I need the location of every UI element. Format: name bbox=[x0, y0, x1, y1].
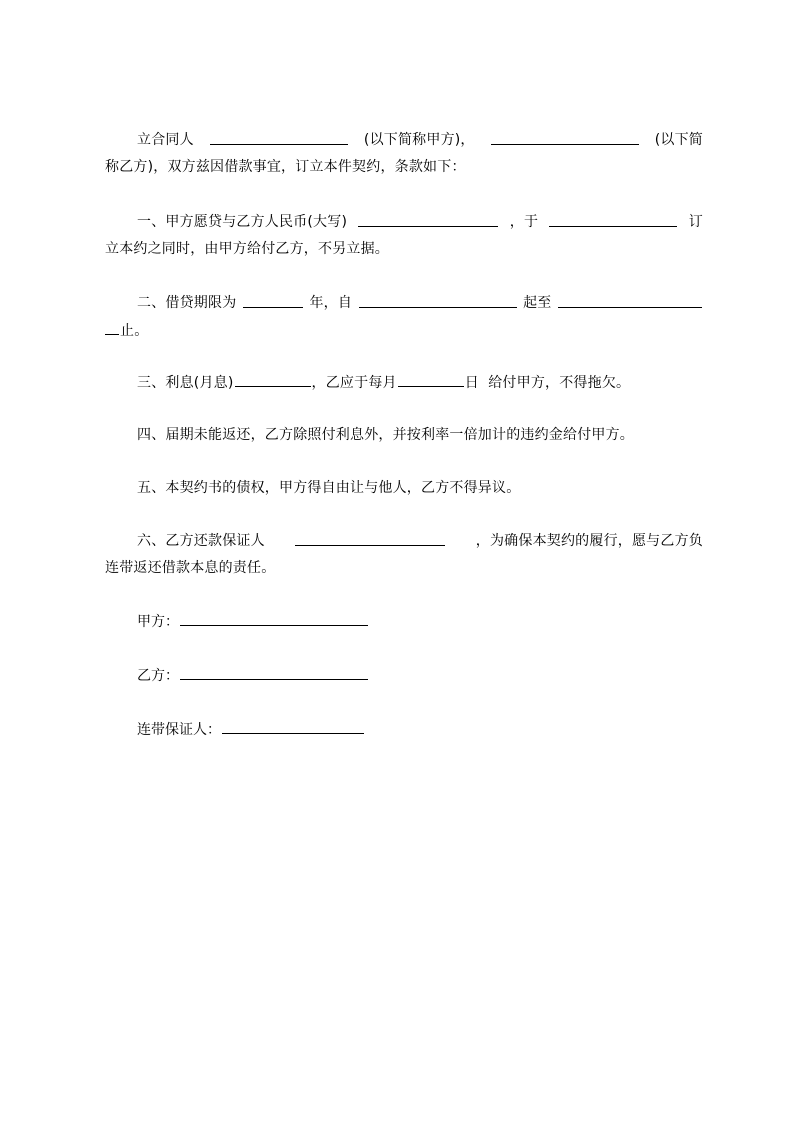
clause-6-text-a: 六、乙方还款保证人 bbox=[137, 533, 265, 549]
party-b-signature-blank bbox=[180, 665, 368, 680]
loan-end-date-blank bbox=[558, 293, 702, 308]
clause-1-line-2: 立本约之同时，由甲方给付乙方，不另立据。 bbox=[105, 241, 389, 257]
signature-guarantor bbox=[137, 719, 365, 739]
party-b-label: 乙方： bbox=[137, 668, 179, 684]
clause-2-text-d: 止。 bbox=[120, 323, 149, 339]
guarantor-name-blank bbox=[295, 531, 445, 546]
clause-3-text-c: 日 给付甲方，不得拖欠。 bbox=[464, 375, 631, 391]
loan-amount-blank bbox=[358, 212, 498, 227]
clause-4 bbox=[105, 425, 703, 445]
clause-2-text-b: 年，自 bbox=[309, 295, 353, 311]
payment-day-blank bbox=[398, 372, 464, 387]
signature-party-b bbox=[137, 665, 369, 685]
clause-2-text-a: 二、借贷期限为 bbox=[137, 295, 237, 311]
clause-3 bbox=[105, 372, 703, 392]
party-a-signature-blank bbox=[180, 611, 368, 626]
clause-4-text: 四、届期未能返还，乙方除照付利息外，并按利率一倍加计的违约金给付甲方。 bbox=[137, 427, 634, 443]
clause-6-line-2: 连带返还借款本息的责任。 bbox=[105, 560, 276, 576]
clause-6-text-b: ，为确保本契约的履行，愿与乙方负 bbox=[475, 533, 703, 549]
clause-2-line-2 bbox=[105, 320, 703, 340]
clause-1-line-1 bbox=[105, 212, 703, 232]
clause-3-text-a: 三、利息(月息) bbox=[137, 375, 234, 391]
signature-party-a bbox=[137, 611, 369, 631]
preamble-party-b-note: (以下简 bbox=[654, 132, 703, 148]
guarantor-signature-blank bbox=[222, 719, 364, 734]
clause-3-text-b: ，乙应于每月 bbox=[311, 375, 397, 391]
preamble-label: 立合同人 bbox=[137, 132, 194, 148]
preamble-line-1 bbox=[105, 130, 703, 150]
loan-end-date-blank-cont bbox=[105, 320, 119, 335]
monthly-interest-blank bbox=[235, 372, 311, 387]
loan-start-date-blank bbox=[359, 293, 517, 308]
clause-5 bbox=[105, 478, 703, 498]
clause-1-text-b: ，于 bbox=[509, 214, 539, 230]
clause-2-text-c: 起至 bbox=[523, 295, 552, 311]
party-a-label: 甲方： bbox=[137, 614, 179, 630]
clause-5-text: 五、本契约书的债权，甲方得自由让与他人，乙方不得异议。 bbox=[137, 480, 521, 496]
preamble-line-2: 称乙方)，双方兹因借款事宜，订立本件契约，条款如下： bbox=[105, 159, 466, 175]
loan-term-years-blank bbox=[243, 293, 303, 308]
loan-date-blank bbox=[549, 212, 677, 227]
preamble-party-a-note: (以下简称甲方)， bbox=[363, 132, 475, 148]
clause-1-text-c: 订 bbox=[688, 214, 703, 230]
party-a-name-blank bbox=[210, 130, 348, 145]
clause-2-line-1 bbox=[105, 293, 703, 313]
guarantor-label: 连带保证人： bbox=[137, 722, 221, 738]
clause-1-text-a: 一、甲方愿贷与乙方人民币(大写) bbox=[137, 214, 348, 230]
clause-6-line-1 bbox=[105, 531, 703, 551]
party-b-name-blank bbox=[491, 130, 639, 145]
